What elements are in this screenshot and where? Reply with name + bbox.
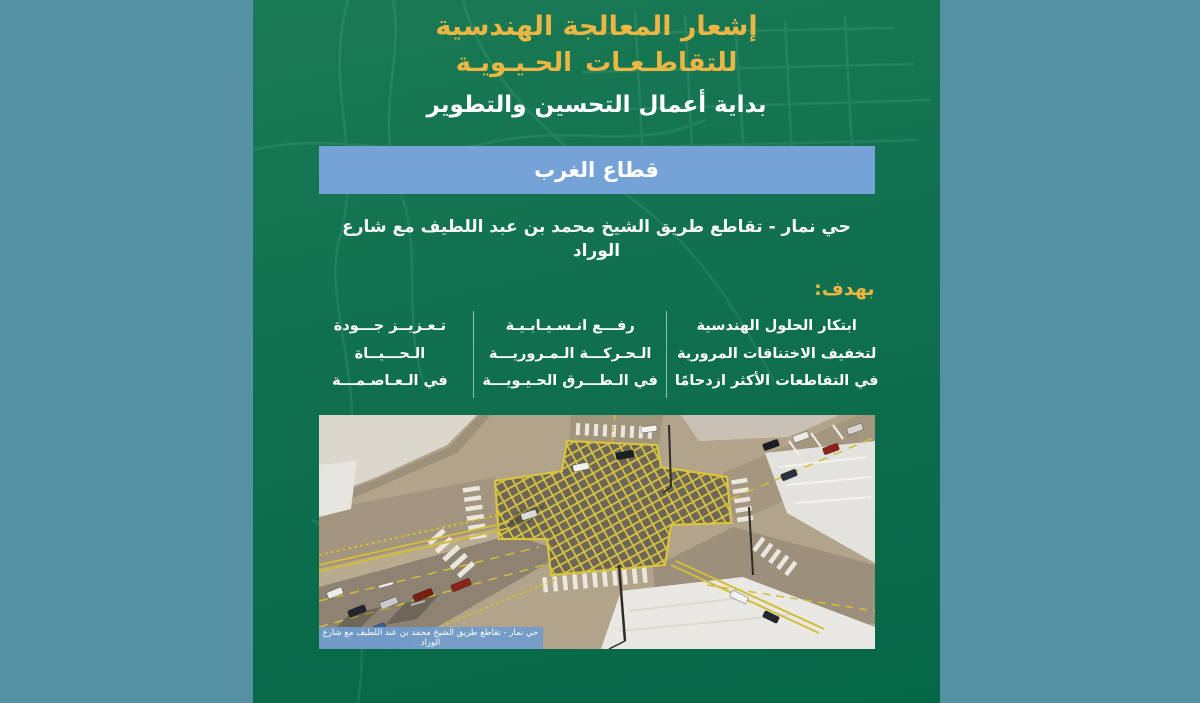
photo-caption-label: حي نمار - تقاطع طريق الشيخ محمد بن عبد اللطيف مع شارع الوراد [322,627,539,648]
title-line-1: إشعار المعالجة الهندسية [435,11,758,42]
sector-banner-label: قطاع الغرب [534,158,659,182]
location-text: حي نمار - تقاطع طريق الشيخ محمد بن عبد اللطيف مع شارع الوراد [342,217,851,261]
intersection-render [319,415,875,649]
subtitle: بداية أعمال التحسين والتطوير [426,92,767,118]
goal-line: الـحـــيــاة [354,345,426,362]
goal-item-2 [474,311,667,398]
goal-line: في التقاطعات الأكثر ازدحامًا [674,373,879,389]
goal-line: الـحـركـــة الـمـروريـــة [488,345,652,362]
sector-banner [319,146,875,194]
goal-line: في الـعـاصـمـــة [332,373,448,389]
intersection-photo [319,415,875,649]
goal-line: تـعـزيــز جـــودة [333,318,447,334]
goal-line: ابتكار الحلول الهندسية [696,318,857,334]
poster-content [319,8,879,649]
goals-heading: بهدف: [814,278,875,300]
goals-row [307,311,887,398]
title-line-2: للتقاطـعـات الحـيـويـة [455,48,738,78]
goal-line: رفـــع انـسـيـابـيـة [505,318,635,334]
goal-item-1 [667,311,887,398]
goal-line: لتخفيف الاختناقات المرورية [677,345,877,362]
goal-item-3 [307,311,475,398]
photo-caption [319,627,543,649]
goal-line: في الـطـــرق الحـيـويـــة [482,373,658,389]
poster-panel [253,0,940,703]
